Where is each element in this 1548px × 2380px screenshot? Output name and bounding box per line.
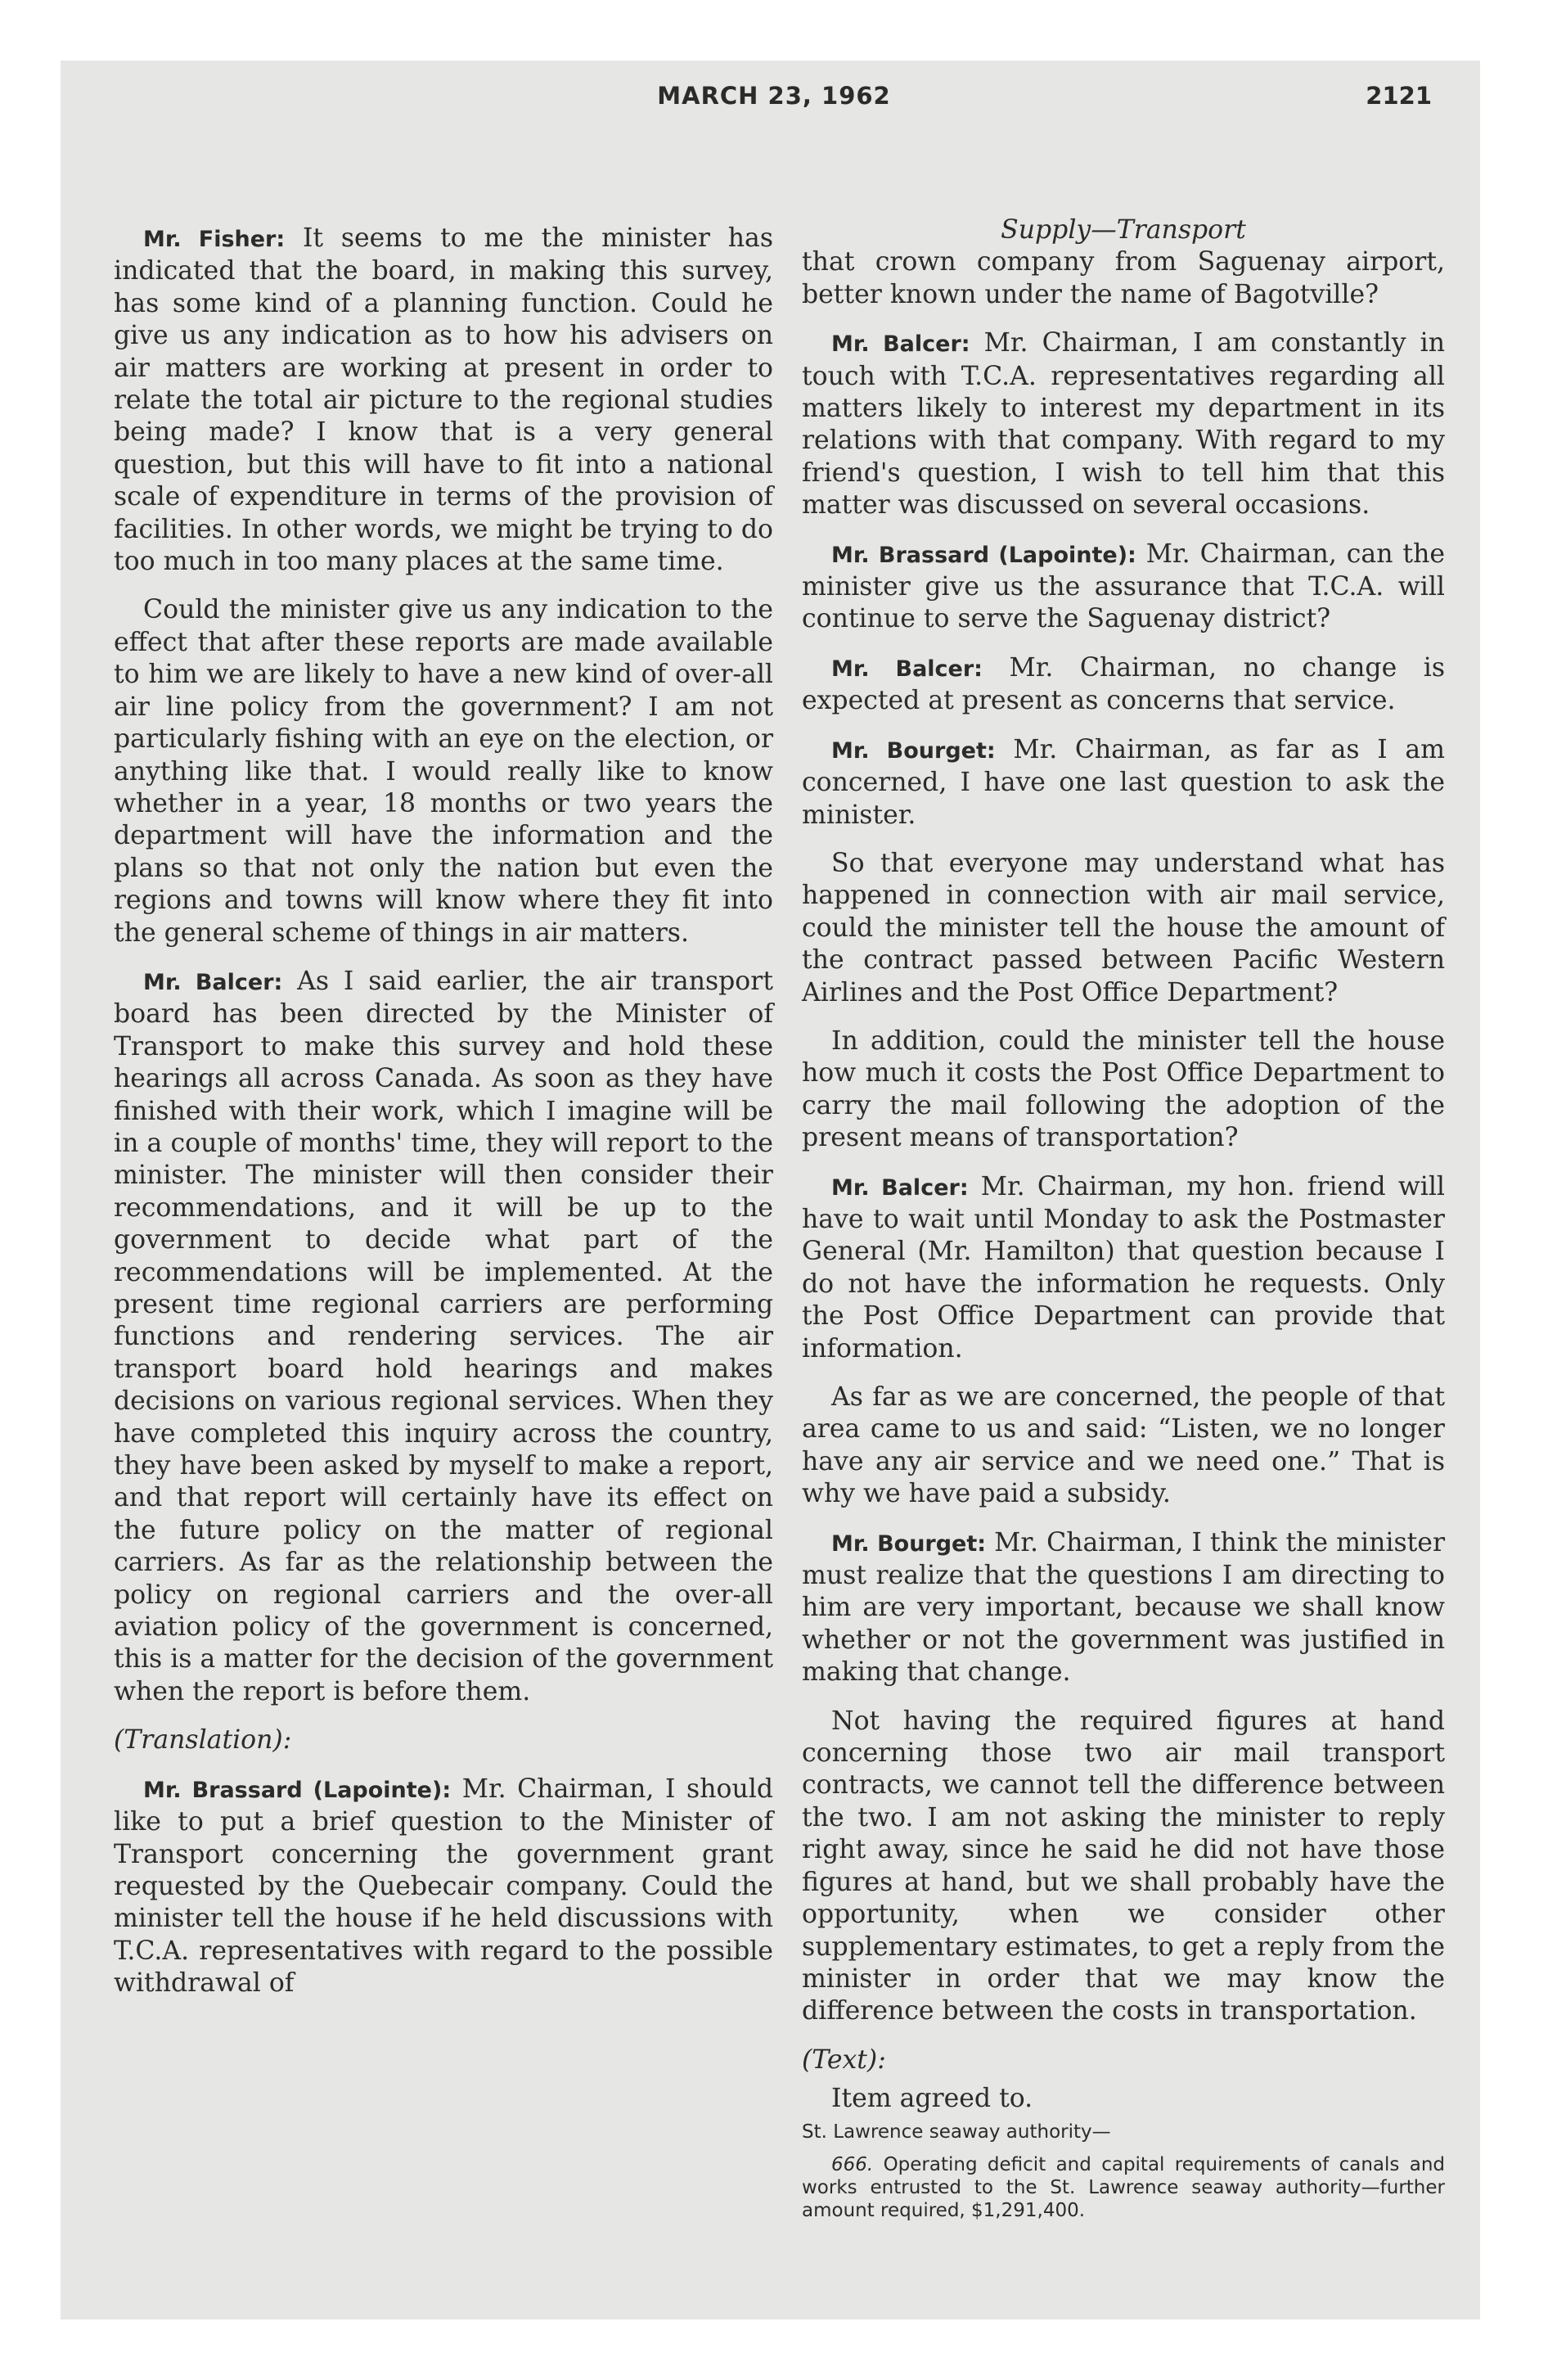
paragraph-text: As I said earlier, the air transport board has been directed by the Minister of Transport to make this survey and hold these hearings all across Canada. As soon as they have finished with their work, which I imagine will be in a couple of months' time, they will report to the minister. The minister will then consider their recommendations, and it will be up to the government to decide what part of the recommendations will be implemented. At the present time regional carriers are performing functions and rendering services. The air transport board hold hearings and makes decisions on various regional services. When they have completed this inquiry across the country, they have been asked by myself to make a report, and that report will certainly have its effect on the future policy on the matter of regional carriers. As far as the relationship between the policy on regional carriers and the over-all aviation policy of the government is concerned, this is a matter for the decision of the government when the report is before them. — [114, 966, 773, 1706]
paragraph — [802, 1382, 1445, 1511]
paragraph — [802, 1025, 1445, 1155]
paragraph — [802, 848, 1445, 1009]
right-column — [802, 214, 1445, 2222]
speaker-name: Mr. Balcer: — [831, 331, 970, 358]
paragraph-text: As far as we are concerned, the people of that area came to us and said: “Listen, we no longer have any air service and we need one.” That is why we have paid a subsidy. — [802, 1382, 1445, 1509]
paragraph — [802, 734, 1445, 832]
speaker-name: Mr. Bourget: — [831, 737, 996, 764]
speaker-name: Mr. Balcer: — [143, 969, 283, 995]
speaker-name: Mr. Bourget: — [831, 1530, 987, 1557]
estimate-heading: St. Lawrence seaway authority— — [802, 2121, 1111, 2143]
paragraph-text: Mr. Chairman, I should like to put a brief question to the Minister of Transport concerning the government grant requested by the Quebecair company. Could the minister tell the house if he held discussions with T.C.A. representatives with regard to the possible withdrawal of — [114, 1774, 774, 1999]
paragraph-text: Mr. Chairman, I think the minister must realize that the questions I am directing to him are very important, because we shall know whether or not the government was justified in making that change. — [802, 1527, 1445, 1688]
paragraph-text: So that everyone may understand what has happened in connection with air mail service, could the minister tell the house the amount of the contract passed between Pacific Western Airlines and the Post Office Department? — [802, 848, 1445, 1007]
speaker-name: Mr. Balcer: — [831, 656, 983, 682]
paragraph — [802, 652, 1445, 718]
paragraph — [114, 594, 773, 949]
text-note: (Text): — [802, 2044, 886, 2075]
paragraph-text: Mr. Chairman, as far as I am concerned, I have one last question to ask the minister. — [802, 734, 1446, 830]
item-number: 666. — [831, 2153, 874, 2175]
paragraph-text: Mr. Chairman, my hon. friend will have to wait until Monday to ask the Postmaster General (Mr. Hamilton) that question because I do not have the information he requests. Only the Post Office Department can provide that information. — [802, 1171, 1446, 1364]
paragraph — [802, 1527, 1445, 1689]
paragraph — [802, 246, 1445, 311]
paragraph — [802, 327, 1445, 521]
estimate-item — [802, 2153, 1445, 2222]
paragraph — [802, 1706, 1445, 2028]
speaker-name: Mr. Brassard (Lapointe): — [831, 542, 1136, 568]
paragraph-text: Mr. Chairman, no change is expected at present as concerns that service. — [802, 652, 1445, 716]
paragraph-text: Could the minister give us any indication to the effect that after these reports are made available to him we are likely to have a new kind of over-all air line policy from the government? I am not particularly fishing with an eye on the election, or anything like that. I would really like to know whether in a year, 18 months or two years the department will have the information and the plans so that not only the nation but even the regions and towns will know where they fit into the general scheme of things in air matters. — [114, 595, 773, 948]
header-date: MARCH 23, 1962 — [657, 82, 891, 110]
paragraph-text: In addition, could the minister tell the house how much it costs the Post Office Department to carry the mail following the adoption of the present means of transportation? — [802, 1025, 1445, 1153]
speaker-name: Mr. Brassard (Lapointe): — [143, 1777, 452, 1803]
speaker-name: Mr. Fisher: — [143, 227, 286, 252]
running-head: Supply—Transport — [1001, 215, 1246, 245]
item-agreed: Item agreed to. — [831, 2084, 1033, 2114]
paragraph — [114, 223, 773, 578]
speaker-name: Mr. Balcer: — [831, 1174, 969, 1201]
paragraph — [802, 1171, 1445, 1365]
paragraph-text: Mr. Chairman, can the minister give us the assurance that T.C.A. will continue to serve the Saguenay district? — [802, 539, 1446, 634]
translation-note: (Translation): — [114, 1725, 292, 1756]
item-text: Operating deficit and capital requirements of canals and works entrusted to the St. Lawrence seaway authority—further amount required, $1,291,400. — [802, 2153, 1445, 2221]
paragraph — [114, 1774, 773, 2000]
paragraph-text: It seems to me the minister has indicated that the board, in making this survey, has some kind of a planning function. Could he give us any indication as to how his advisers on air matters are working at present in order to relate the total air picture to the regional studies being made? I know that is a very general question, but this will have to fit into a national scale of expenditure in terms of the provision of facilities. In other words, we might be trying to do too much in too many places at the same time. — [114, 223, 773, 577]
paragraph-text: Not having the required figures at hand concerning those two air mail transport contracts, we cannot tell the difference between the two. I am not asking the minister to reply right away, since he said he did not have those figures at hand, but we shall probably have the opportunity, when we consider other supplementary estimates, to get a reply from the minister in order that we may know the difference between the costs in transportation. — [802, 1706, 1445, 2026]
paragraph — [114, 966, 773, 1708]
paragraph — [802, 539, 1445, 636]
header-page-number: 2121 — [1366, 82, 1432, 110]
paragraph-text: Mr. Chairman, I am constantly in touch with T.C.A. representatives regarding all matters likely to interest my department in its relations with that company. With regard to my friend's question, I wish to tell him that this matter was discussed on several occasions. — [802, 328, 1445, 521]
left-column — [114, 223, 773, 2000]
paragraph-text: that crown company from Saguenay airport, better known under the name of Bagotville? — [802, 247, 1445, 309]
